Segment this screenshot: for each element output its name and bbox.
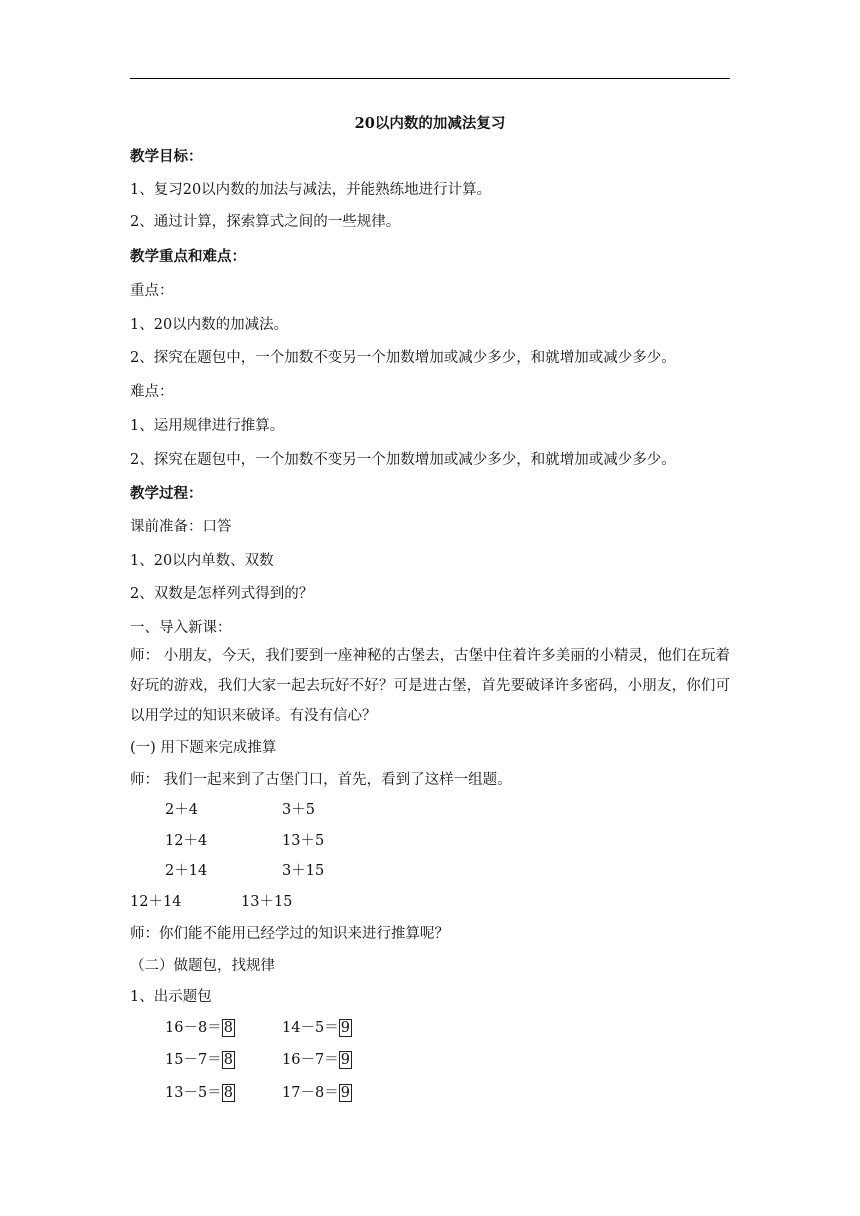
exercise-right-4: 13＋15	[241, 894, 293, 910]
pack-expression: 16－8＝	[165, 1020, 222, 1036]
answer-box: 8	[223, 1085, 233, 1101]
pack-left-1	[165, 1018, 235, 1038]
prep-item-2: 2、双数是怎样列式得到的？	[130, 586, 314, 602]
section-1-heading: (一) 用下题来完成推算	[130, 740, 277, 756]
goal-1: 1、复习20以内数的加法与减法，并能熟练地进行计算。	[130, 182, 492, 198]
exercise-left-1: 2＋4	[165, 802, 198, 818]
page-title: 20以内数的加减法复习	[354, 115, 506, 132]
answer-box: 9	[340, 1085, 350, 1101]
intro-heading: 一、导入新课：	[130, 620, 232, 636]
key-1: 1、20以内数的加减法。	[130, 317, 289, 333]
key-2: 2、探究在题包中，一个加数不变另一个加数增加或减少多少，和就增加或减少多少。	[130, 350, 676, 366]
intro-paragraph: 师： 小朋友，今天，我们要到一座神秘的古堡去，古堡中住着许多美丽的小精灵，他们在玩着好玩的游戏，我们大家一起去玩好不好？可是进古堡，首先要破译许多密码，小朋友，你们可以用学过的知识来破译。有没有信心？	[130, 648, 730, 724]
teacher-line-1: 师： 我们一起来到了古堡门口，首先，看到了这样一组题。	[130, 772, 512, 788]
header-rule	[130, 78, 730, 79]
goal-2: 2、通过计算，探索算式之间的一些规律。	[130, 214, 401, 230]
diff-label: 难点：	[130, 384, 174, 400]
pack-expression: 16－7＝	[282, 1052, 339, 1068]
exercise-left-3: 2＋14	[165, 863, 208, 879]
section-2-heading: （二）做题包，找规律	[130, 958, 275, 974]
pack-expression: 15－7＝	[165, 1052, 222, 1068]
exercise-left-4: 12＋14	[130, 894, 182, 910]
diff-2: 2、探究在题包中，一个加数不变另一个加数增加或减少多少，和就增加或减少多少。	[130, 452, 676, 468]
pack-left-2	[165, 1050, 235, 1070]
key-heading: 教学重点和难点：	[130, 248, 246, 265]
diff-1: 1、运用规律进行推算。	[130, 418, 285, 434]
exercise-right-3: 3＋15	[282, 863, 325, 879]
pack-expression: 13－5＝	[165, 1085, 222, 1101]
prep-line: 课前准备：口答	[130, 519, 232, 535]
goals-heading: 教学目标：	[130, 148, 203, 165]
teacher-line-2: 师：你们能不能用已经学过的知识来进行推算呢？	[130, 926, 449, 942]
key-label: 重点：	[130, 283, 174, 299]
answer-box: 8	[223, 1020, 233, 1036]
answer-box: 8	[223, 1052, 233, 1068]
process-heading: 教学过程：	[130, 485, 203, 502]
answer-box: 9	[340, 1052, 350, 1068]
exercise-right-2: 13＋5	[282, 833, 325, 849]
pack-expression: 14－5＝	[282, 1020, 339, 1036]
exercise-right-1: 3＋5	[282, 802, 315, 818]
answer-box: 9	[340, 1020, 350, 1036]
pack-right-1	[282, 1018, 352, 1038]
exercise-left-2: 12＋4	[165, 833, 208, 849]
pack-expression: 17－8＝	[282, 1085, 339, 1101]
pack-left-3	[165, 1083, 235, 1103]
pack-right-3	[282, 1083, 352, 1103]
pack-right-2	[282, 1050, 352, 1070]
prep-item-1: 1、20以内单数、双数	[130, 553, 274, 569]
show-pack-line: 1、出示题包	[130, 989, 212, 1005]
